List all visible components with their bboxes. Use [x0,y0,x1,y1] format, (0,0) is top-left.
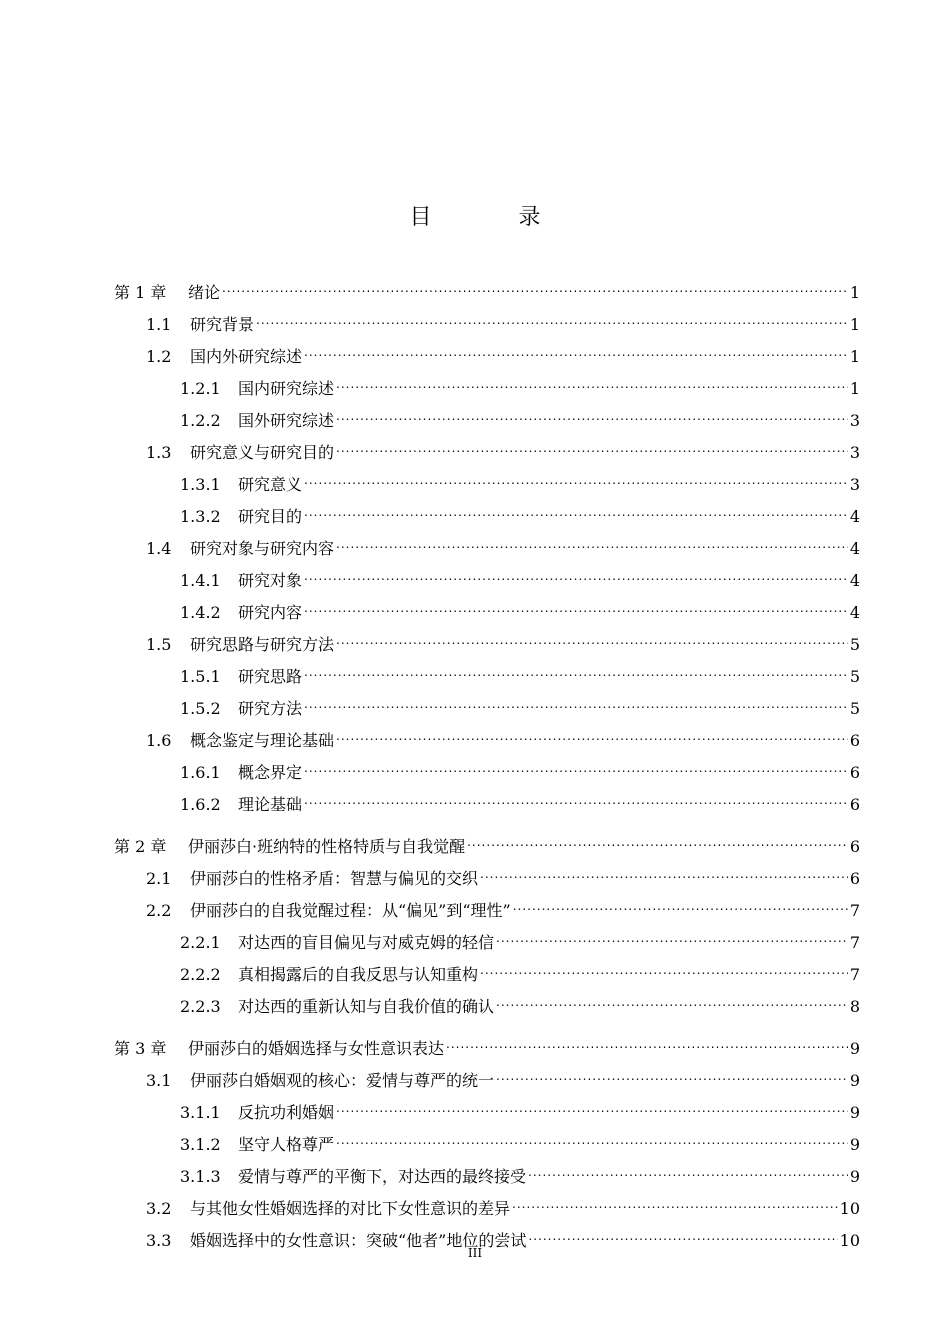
toc-entry-label: 国内外研究综述 [190,347,303,366]
toc-entry-label: 绪论 [188,283,221,302]
toc-entry[interactable] [114,298,860,334]
toc-leader-dots [304,650,848,682]
toc-entry-page: 3 [849,411,860,430]
toc-entry-label: 国内研究综述 [238,379,335,398]
toc-entry-page: 6 [849,869,860,888]
toc-entry-number: 1.2.2 [180,411,221,430]
toc-entry-number: 3.2 [146,1199,172,1218]
toc-entry-number: 第 2 章 [114,837,167,856]
toc-entry-number: 1.5 [146,635,172,654]
toc-leader-dots [304,586,848,618]
toc-entry-page: 4 [849,507,860,526]
toc-leader-dots [512,1182,838,1214]
toc-entry-page: 7 [849,901,860,920]
toc-leader-dots [304,490,848,522]
toc-entry-page: 10 [839,1231,860,1250]
toc-entry-number: 3.1 [146,1071,172,1090]
toc-entry-number: 1.6.1 [180,763,221,782]
toc-entry-label: 研究背景 [190,315,255,334]
toc-leader-dots [336,426,848,458]
toc-entry-number: 1.5.1 [180,667,221,686]
toc-entry-page: 9 [849,1135,860,1154]
toc-entry-page: 9 [849,1039,860,1058]
toc-leader-dots [336,394,848,426]
toc-entry-page: 4 [849,571,860,590]
toc-entry-page: 9 [849,1071,860,1090]
table-of-contents [114,266,860,1250]
toc-entry-page: 7 [849,965,860,984]
toc-entry-page: 1 [849,283,860,302]
toc-entry-label: 伊丽莎白的婚姻选择与女性意识表达 [188,1039,445,1058]
toc-entry-page: 10 [839,1199,860,1218]
toc-entry-number: 2.2 [146,901,172,920]
toc-leader-dots [480,852,848,884]
toc-entry[interactable] [114,820,860,856]
toc-entry-label: 伊丽莎白的自我觉醒过程：从“偏见”到“理性” [190,901,511,920]
toc-leader-dots [467,820,848,852]
toc-entry-page: 1 [849,347,860,366]
toc-entry-number: 1.2.1 [180,379,221,398]
toc-entry-label: 研究内容 [238,603,303,622]
toc-entry-label: 真相揭露后的自我反思与认知重构 [238,965,479,984]
toc-entry-label: 理论基础 [238,795,303,814]
toc-entry-label: 国外研究综述 [238,411,335,430]
toc-entry-label: 伊丽莎白的性格矛盾：智慧与偏见的交织 [190,869,479,888]
toc-entry-label: 概念界定 [238,763,303,782]
toc-entry-page: 6 [849,837,860,856]
toc-entry-number: 1.5.2 [180,699,221,718]
toc-entry-number: 3.1.2 [180,1135,221,1154]
toc-entry-number: 1.2 [146,347,172,366]
toc-entry-number: 第 1 章 [114,283,167,302]
toc-entry-page: 4 [849,539,860,558]
page-number-footer: III [467,1246,483,1260]
toc-entry-page: 4 [849,603,860,622]
toc-entry-label: 反抗功利婚姻 [238,1103,335,1122]
toc-entry-number: 3.1.3 [180,1167,221,1186]
toc-entry-number: 2.2.2 [180,965,221,984]
toc-entry-label: 对达西的重新认知与自我价值的确认 [238,997,495,1016]
toc-entry-label: 研究思路与研究方法 [190,635,335,654]
toc-entry-number: 1.1 [146,315,172,334]
toc-entry-page: 9 [849,1167,860,1186]
toc-leader-dots [528,1214,837,1246]
toc-entry-label: 研究思路 [238,667,303,686]
toc-entry-number: 1.3.2 [180,507,221,526]
toc-entry-page: 5 [849,699,860,718]
toc-leader-dots [336,714,848,746]
toc-leader-dots [336,522,848,554]
toc-entry-label: 坚守人格尊严 [238,1135,335,1154]
toc-leader-dots [256,298,848,330]
toc-entry[interactable] [114,266,860,302]
toc-entry-label: 研究对象与研究内容 [190,539,335,558]
toc-leader-dots [304,778,848,810]
toc-entry-number: 1.4 [146,539,172,558]
toc-leader-dots [304,746,848,778]
toc-entry-number: 1.6 [146,731,172,750]
toc-entry[interactable] [114,1022,860,1058]
toc-leader-dots [304,458,848,490]
toc-leader-dots [496,1054,848,1086]
toc-title: 目 录 [409,205,581,230]
toc-entry-label: 研究对象 [238,571,303,590]
toc-entry-number: 2.2.1 [180,933,221,952]
toc-entry-label: 婚姻选择中的女性意识：突破“他者”地位的尝试 [190,1231,527,1250]
toc-entry-label: 伊丽莎白婚姻观的核心：爱情与尊严的统一 [190,1071,495,1090]
toc-entry-page: 8 [849,997,860,1016]
toc-entry-page: 6 [849,731,860,750]
toc-leader-dots [336,362,848,394]
toc-leader-dots [528,1150,848,1182]
toc-leader-dots [446,1022,848,1054]
toc-entry-number: 1.6.2 [180,795,221,814]
toc-entry-number: 2.2.3 [180,997,221,1016]
toc-entry-label: 研究意义与研究目的 [190,443,335,462]
toc-leader-dots [304,554,848,586]
toc-entry-page: 9 [849,1103,860,1122]
toc-entry-page: 6 [849,795,860,814]
toc-entry-page: 3 [849,443,860,462]
toc-entry-number: 3.1.1 [180,1103,221,1122]
toc-entry-number: 1.3 [146,443,172,462]
toc-entry-number: 第 3 章 [114,1039,167,1058]
toc-leader-dots [496,980,848,1012]
toc-entry-page: 7 [849,933,860,952]
toc-leader-dots [336,618,848,650]
toc-entry-label: 爱情与尊严的平衡下，对达西的最终接受 [238,1167,527,1186]
toc-leader-dots [222,266,848,298]
toc-entry-page: 3 [849,475,860,494]
toc-entry-page: 1 [849,315,860,334]
toc-entry-number: 1.4.1 [180,571,221,590]
toc-entry-label: 伊丽莎白·班纳特的性格特质与自我觉醒 [188,837,466,856]
toc-entry-page: 1 [849,379,860,398]
toc-leader-dots [336,1086,848,1118]
toc-entry-label: 概念鉴定与理论基础 [190,731,335,750]
toc-entry-label: 研究意义 [238,475,303,494]
toc-leader-dots [304,330,848,362]
toc-leader-dots [513,884,848,916]
toc-entry-label: 对达西的盲目偏见与对威克姆的轻信 [238,933,495,952]
toc-entry-label: 研究目的 [238,507,303,526]
toc-entry-page: 6 [849,763,860,782]
toc-leader-dots [496,916,848,948]
toc-entry-page: 5 [849,667,860,686]
toc-leader-dots [336,1118,848,1150]
toc-entry-label: 研究方法 [238,699,303,718]
toc-entry-number: 1.3.1 [180,475,221,494]
toc-leader-dots [304,682,848,714]
toc-entry-number: 2.1 [146,869,172,888]
toc-entry-number: 3.3 [146,1231,172,1250]
toc-entry-label: 与其他女性婚姻选择的对比下女性意识的差异 [190,1199,511,1218]
toc-leader-dots [480,948,848,980]
toc-entry-number: 1.4.2 [180,603,221,622]
toc-entry-page: 5 [849,635,860,654]
